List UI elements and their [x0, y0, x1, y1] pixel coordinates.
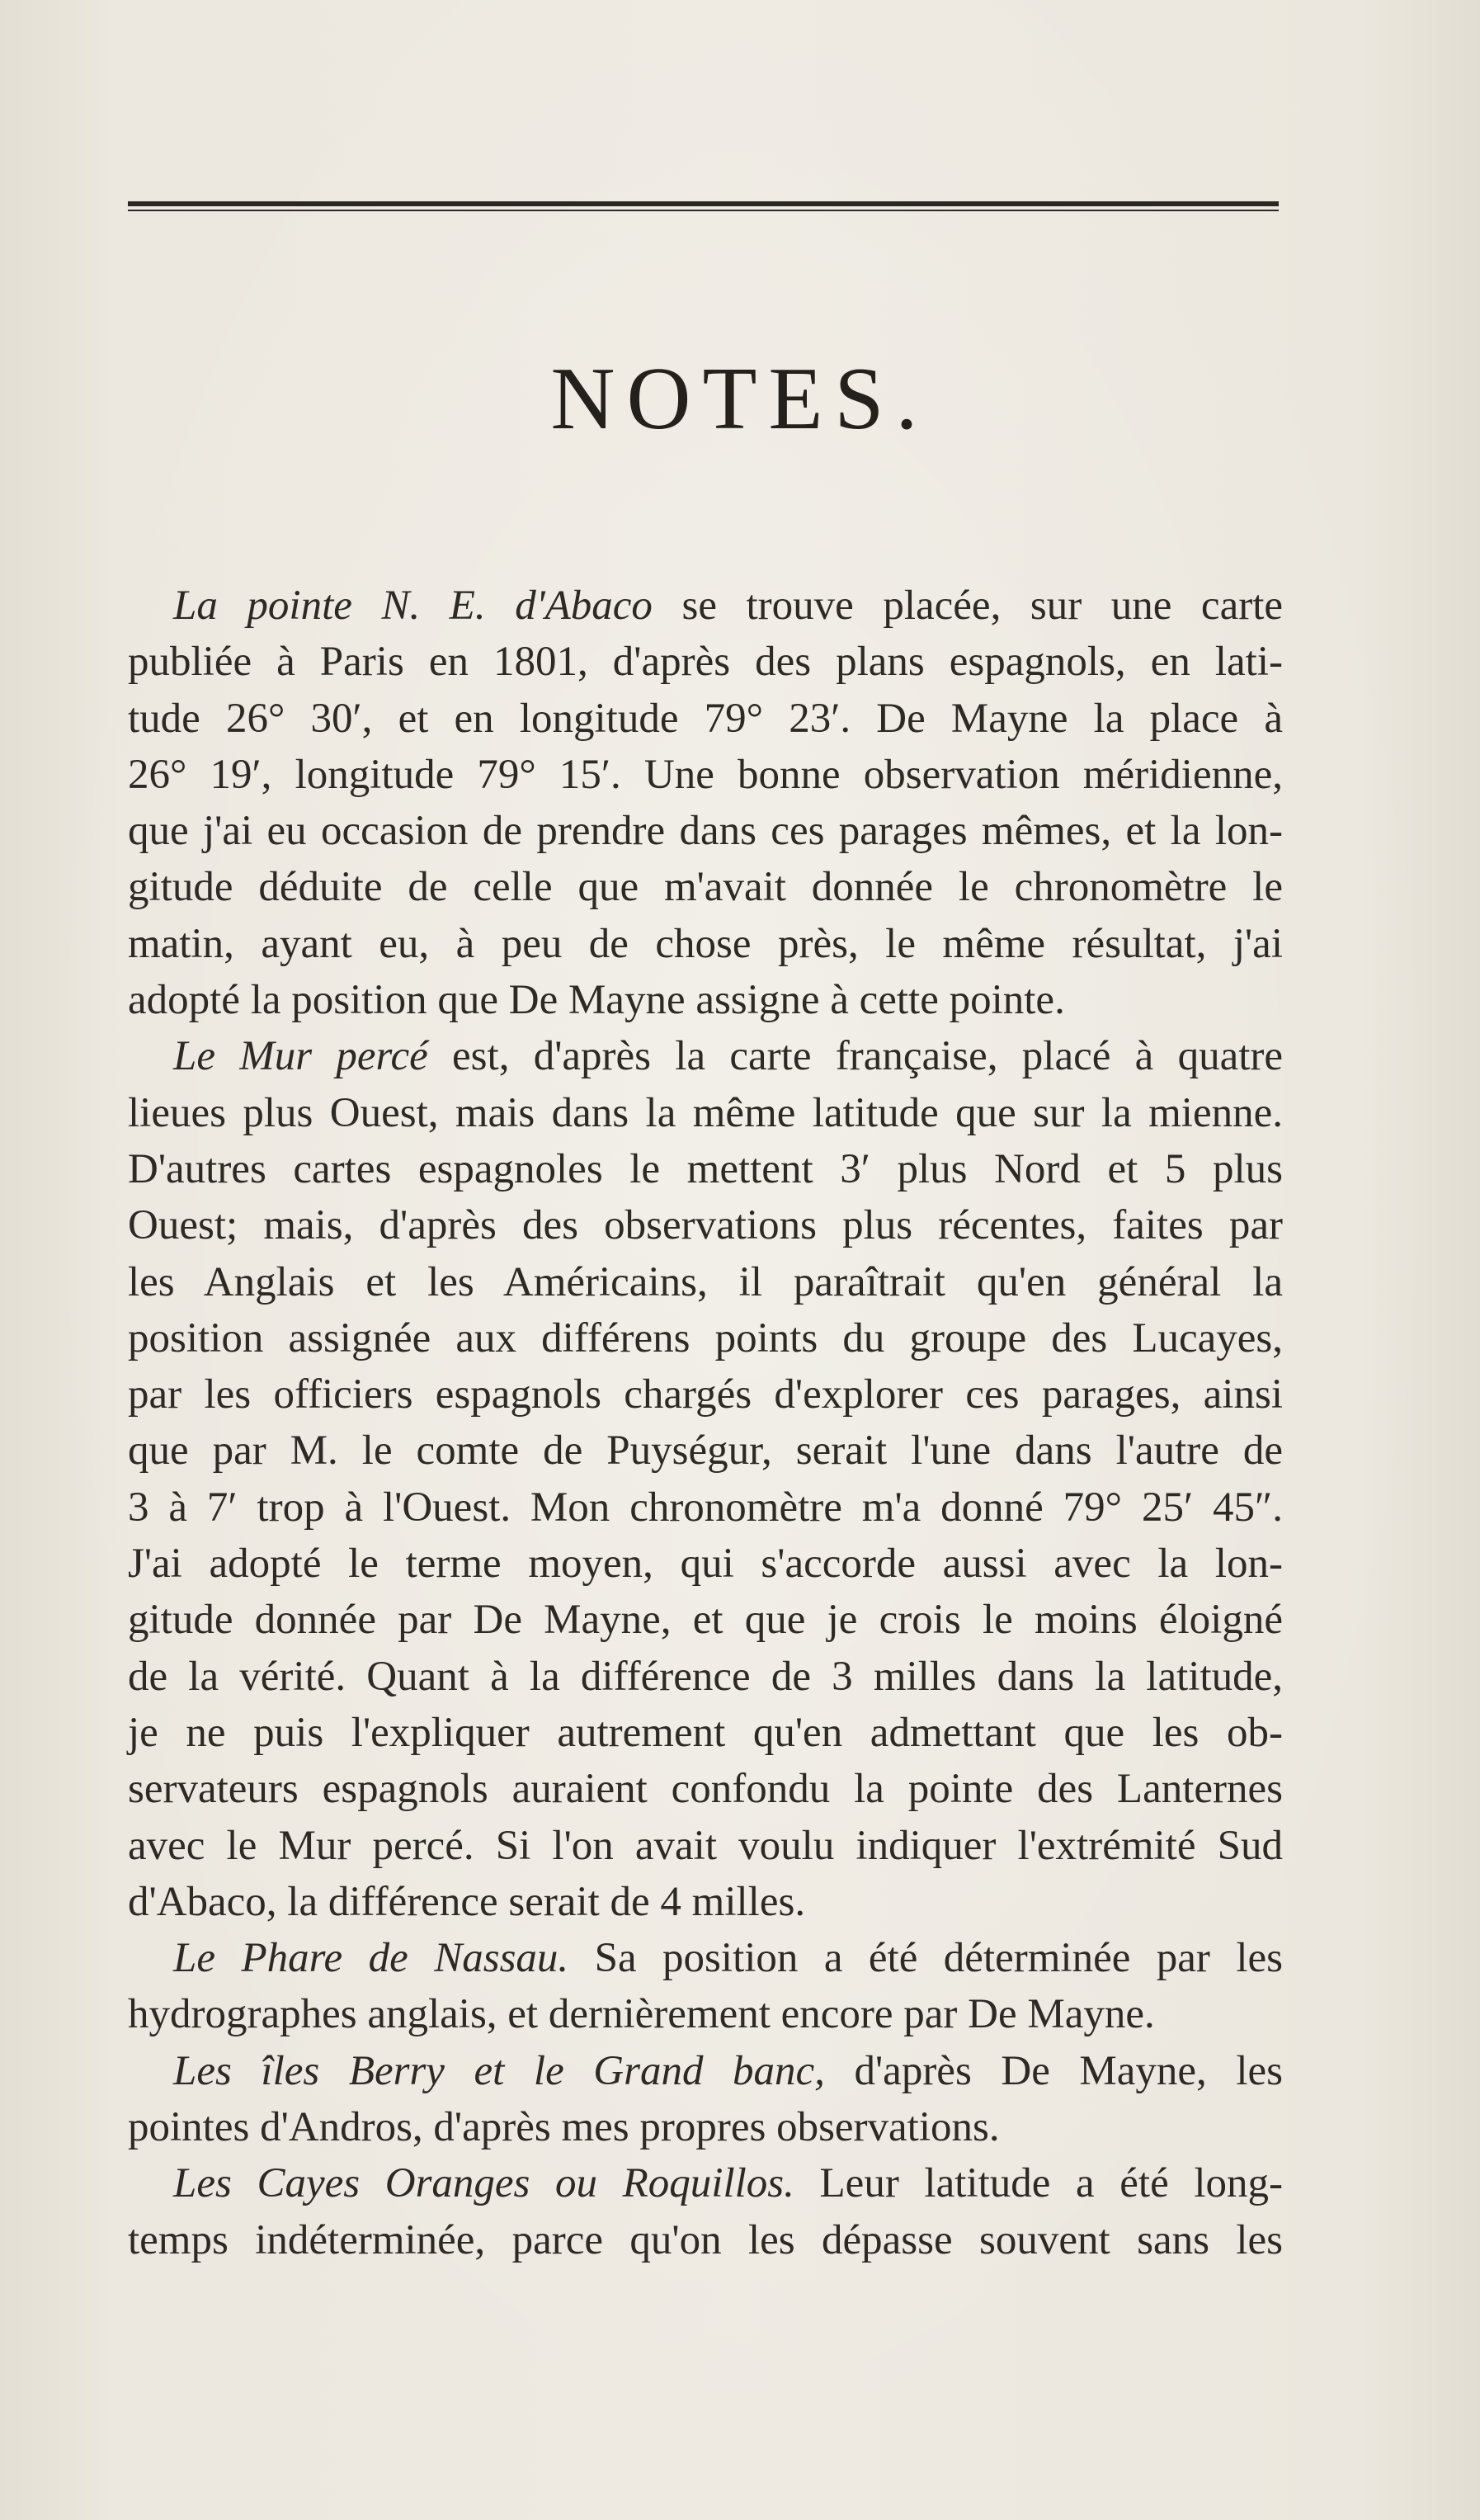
line-text: que par M. le comte de Puységur, serait l'une dans l'autre de [128, 1428, 1283, 1475]
line-text: les Anglais et les Américains, il paraîtrait qu'en général la [128, 1258, 1283, 1305]
line-text: position assignée aux différens points du groupe des Lucayes, [128, 1314, 1283, 1361]
line-text: servateurs espagnols auraient confondu la pointe des Lanternes [128, 1766, 1283, 1813]
header-rule-thin [128, 210, 1279, 211]
line-text: est, d'après la carte française, placé à quatre [427, 1033, 1283, 1080]
text-line [128, 803, 1283, 859]
text-line [128, 2155, 1283, 2211]
line-text: 3 à 7′ trop à l'Ouest. Mon chronomètre m'a donné 79° 25′ 45″. [128, 1484, 1283, 1531]
text-line [128, 1028, 1283, 1084]
text-line [128, 1310, 1283, 1366]
line-text: d'Abaco, la différence serait de 4 milles. [128, 1878, 806, 1925]
text-line [128, 2212, 1283, 2268]
line-text: Ouest; mais, d'après des observations plus récentes, faites par [128, 1202, 1283, 1249]
line-text: matin, ayant eu, à peu de chose près, le même résultat, j'ai [128, 920, 1283, 967]
line-text: Leur latitude a été long- [794, 2160, 1283, 2207]
line-text: d'après De Mayne, les [824, 2047, 1284, 2094]
text-line [128, 1874, 1283, 1930]
line-text: hydrographes anglais, et dernièrement encore par De Mayne. [128, 1991, 1155, 2038]
line-text: par les officiers espagnols chargés d'explorer ces parages, ainsi [128, 1371, 1283, 1418]
italic-heading: Le Phare de Nassau. [173, 1935, 569, 1982]
text-line [128, 972, 1283, 1028]
text-line [128, 1649, 1283, 1705]
line-text: Sa position a été déterminée par les [568, 1935, 1283, 1982]
line-text: tude 26° 30′, et en longitude 79° 23′. De Mayne la place à [128, 695, 1283, 742]
line-text: je ne puis l'expliquer autrement qu'en admettant que les ob- [128, 1709, 1283, 1756]
page-title: NOTES. [550, 350, 930, 448]
text-line [128, 2043, 1283, 2099]
text-line [128, 1592, 1283, 1648]
line-text: temps indéterminée, parce qu'on les dépasse souvent sans les [128, 2216, 1283, 2263]
line-text: que j'ai eu occasion de prendre dans ces parages mêmes, et la lon- [128, 808, 1283, 855]
notes-body [128, 578, 1283, 2268]
line-text: publiée à Paris en 1801, d'après des plans espagnols, en lati- [128, 639, 1283, 686]
text-line [128, 1141, 1283, 1197]
text-line [128, 859, 1283, 915]
text-line [128, 916, 1283, 972]
header-rule [128, 201, 1279, 215]
text-line [128, 1254, 1283, 1310]
text-line [128, 1423, 1283, 1479]
italic-heading: Les Cayes Oranges ou Roquillos. [173, 2160, 794, 2207]
text-line [128, 1986, 1283, 2042]
text-line [128, 1761, 1283, 1817]
line-text: 26° 19′, longitude 79° 15′. Une bonne observation méridienne, [128, 751, 1283, 798]
text-line [128, 1930, 1283, 1986]
line-text: adopté la position que De Mayne assigne à cette pointe. [128, 977, 1065, 1024]
italic-heading: La pointe N. E. d'Abaco [173, 583, 653, 629]
line-text: gitude donnée par De Mayne, et que je crois le moins éloigné [128, 1597, 1283, 1644]
italic-heading: Le Mur percé [173, 1033, 428, 1080]
text-line [128, 1818, 1283, 1874]
line-text: gitude déduite de celle que m'avait donnée le chronomètre le [128, 864, 1283, 911]
line-text: se trouve placée, sur une carte [652, 583, 1283, 629]
line-text: avec le Mur percé. Si l'on avait voulu indiquer l'extrémité Sud [128, 1822, 1283, 1869]
line-text: D'autres cartes espagnoles le mettent 3′ plus Nord et 5 plus [128, 1145, 1283, 1192]
line-text: de la vérité. Quant à la différence de 3 milles dans la latitude, [128, 1653, 1283, 1700]
text-line [128, 1705, 1283, 1761]
text-line [128, 2099, 1283, 2155]
text-line [128, 747, 1283, 803]
line-text: J'ai adopté le terme moyen, qui s'accorde aussi avec la lon- [128, 1541, 1283, 1588]
text-line [128, 1197, 1283, 1253]
text-line [128, 1085, 1283, 1141]
text-line [128, 1479, 1283, 1536]
text-line [128, 1366, 1283, 1423]
text-line [128, 1536, 1283, 1592]
header-rule-thick [128, 201, 1279, 206]
text-line [128, 634, 1283, 690]
italic-heading: Les îles Berry et le Grand banc, [173, 2047, 825, 2094]
line-text: pointes d'Andros, d'après mes propres observations. [128, 2104, 1000, 2151]
text-line [128, 691, 1283, 747]
line-text: lieues plus Ouest, mais dans la même latitude que sur la mienne. [128, 1089, 1283, 1136]
text-line [128, 578, 1283, 634]
